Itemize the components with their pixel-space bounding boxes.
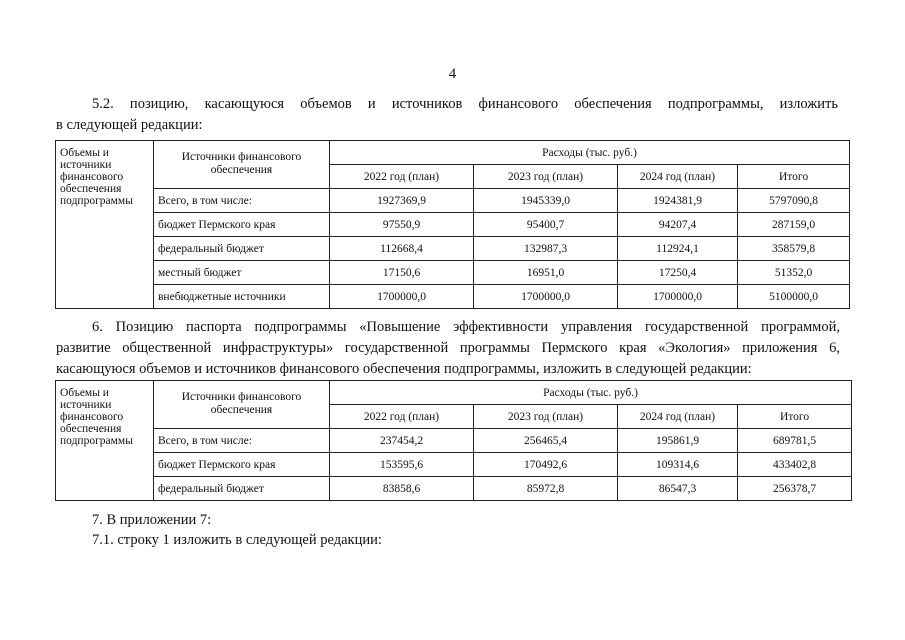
column-header-2024: 2024 год (план): [618, 405, 738, 429]
cell-value: 1924381,9: [618, 189, 738, 213]
column-header-total: Итого: [738, 165, 850, 189]
row-label: внебюджетные источники: [154, 285, 330, 309]
paragraph-5-2: [56, 94, 838, 136]
table-row: [56, 261, 850, 285]
cell-value: 95400,7: [474, 213, 618, 237]
page-number: 4: [448, 66, 457, 82]
column-header-total: Итого: [738, 405, 852, 429]
row-label: Всего, в том числе:: [154, 429, 330, 453]
paragraph-6-line-3: касающуюся объемов и источников финансового обеспечения подпрограммы, изложить в следующей редакции:: [56, 361, 752, 377]
table-row: [56, 285, 850, 309]
cell-value: 85972,8: [474, 477, 618, 501]
row-label: местный бюджет: [154, 261, 330, 285]
cell-value: 1927369,9: [330, 189, 474, 213]
cell-value: 689781,5: [738, 429, 852, 453]
row-label: бюджет Пермского края: [154, 213, 330, 237]
table-header-row: [56, 381, 852, 405]
column-header-2023: 2023 год (план): [474, 165, 618, 189]
cell-value: 287159,0: [738, 213, 850, 237]
row-label: бюджет Пермского края: [154, 453, 330, 477]
cell-value: 237454,2: [330, 429, 474, 453]
cell-value: 1700000,0: [330, 285, 474, 309]
cell-value: 1945339,0: [474, 189, 618, 213]
cell-value: 17150,6: [330, 261, 474, 285]
cell-value: 94207,4: [618, 213, 738, 237]
table-header-row: [56, 141, 850, 165]
cell-value: 5100000,0: [738, 285, 850, 309]
cell-value: 1700000,0: [474, 285, 618, 309]
cell-value: 256465,4: [474, 429, 618, 453]
cell-value: 83858,6: [330, 477, 474, 501]
cell-value: 97550,9: [330, 213, 474, 237]
table-row: [56, 429, 852, 453]
column-header-2023: 2023 год (план): [474, 405, 618, 429]
cell-value: 132987,3: [474, 237, 618, 261]
paragraph-6-line-1: 6. Позицию паспорта подпрограммы «Повышение эффективности управления государственной программой,: [92, 319, 840, 335]
expenses-header-cell: Расходы (тыс. руб.): [330, 381, 852, 405]
cell-value: 109314,6: [618, 453, 738, 477]
objects-label-cell: Объемы и источники финансового обеспечения подпрограммы: [56, 141, 154, 309]
cell-value: 170492,6: [474, 453, 618, 477]
cell-value: 433402,8: [738, 453, 852, 477]
cell-value: 86547,3: [618, 477, 738, 501]
column-header-2024: 2024 год (план): [618, 165, 738, 189]
cell-value: 16951,0: [474, 261, 618, 285]
column-header-2022: 2022 год (план): [330, 405, 474, 429]
table-row: [56, 453, 852, 477]
sources-header-cell: Источники финансового обеспечения: [154, 381, 330, 429]
objects-label-cell: Объемы и источники финансового обеспечения подпрограммы: [56, 381, 154, 501]
cell-value: 17250,4: [618, 261, 738, 285]
section-7-heading: 7. В приложении 7:: [92, 512, 212, 528]
cell-value: 358579,8: [738, 237, 850, 261]
table-row: [56, 189, 850, 213]
sources-header-cell: Источники финансового обеспечения: [154, 141, 330, 189]
cell-value: 51352,0: [738, 261, 850, 285]
paragraph-5-2-line-2: в следующей редакции:: [56, 117, 203, 133]
row-label: федеральный бюджет: [154, 237, 330, 261]
financing-table-1: [55, 140, 850, 309]
row-label: федеральный бюджет: [154, 477, 330, 501]
paragraph-6: [56, 317, 840, 380]
cell-value: 1700000,0: [618, 285, 738, 309]
cell-value: 5797090,8: [738, 189, 850, 213]
cell-value: 153595,6: [330, 453, 474, 477]
cell-value: 256378,7: [738, 477, 852, 501]
table-row: [56, 237, 850, 261]
paragraph-6-line-2: развитие общественной инфраструктуры» государственной программы Пермского края «Экология» приложения 6,: [56, 340, 840, 356]
table-row: [56, 477, 852, 501]
cell-value: 112668,4: [330, 237, 474, 261]
cell-value: 112924,1: [618, 237, 738, 261]
financing-table-2: [55, 380, 852, 501]
cell-value: 195861,9: [618, 429, 738, 453]
column-header-2022: 2022 год (план): [330, 165, 474, 189]
table-row: [56, 213, 850, 237]
item-7-1: 7.1. строку 1 изложить в следующей редакции:: [92, 532, 382, 548]
paragraph-5-2-line-1: 5.2. позицию, касающуюся объемов и источников финансового обеспечения подпрограммы, изложить: [92, 96, 838, 112]
expenses-header-cell: Расходы (тыс. руб.): [330, 141, 850, 165]
row-label: Всего, в том числе:: [154, 189, 330, 213]
